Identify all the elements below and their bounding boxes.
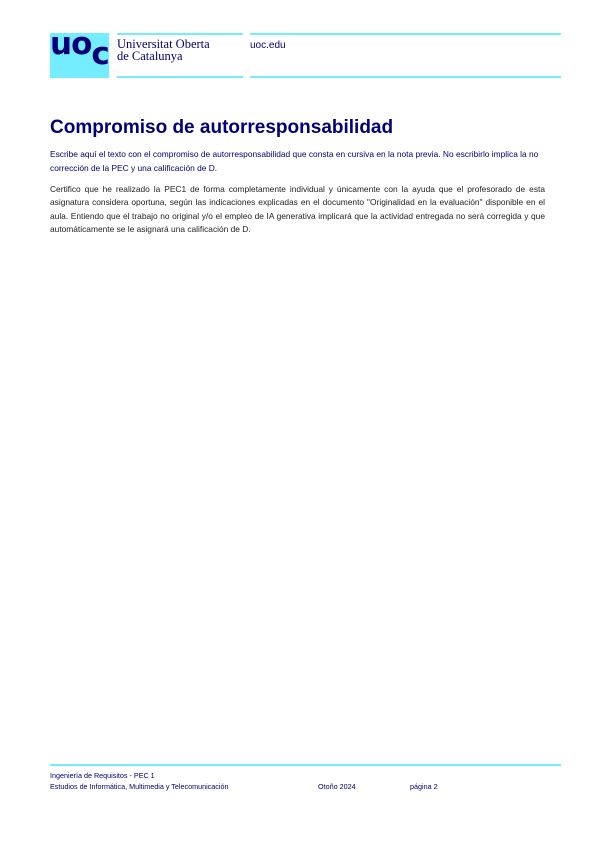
university-name-line2: de Catalunya — [117, 49, 183, 63]
site-link[interactable]: uoc.edu — [250, 40, 286, 51]
footer-course: Ingeniería de Requisitos - PEC 1 — [50, 771, 155, 780]
commitment-statement: Certifico que he realizado la PEC1 de forma completamente individual y únicamente con la ayuda que el profesorado de esta asignatura considera oportuna, según las indicaciones explicadas en el documento "Originalidad en la evaluación" disponible en el aula. Entiendo que el trabajo no original y/o el empleo de IA generativa implicará que la actividad entregada no será corregida y que automáticamente se le asignará una calificación de D. — [50, 184, 545, 235]
footer-semester: Otoño 2024 — [318, 782, 356, 791]
uoc-logo-letter-c: c — [91, 36, 109, 72]
instruction-note: Escribe aquí el texto con el compromiso de autorresponsabilidad que consta en cursiva en la nota previa. No escribirlo implica la no corrección de la PEC y una calificación de D. — [50, 149, 539, 173]
university-name-line1: Universitat Oberta — [117, 37, 210, 51]
uoc-logo: uoc — [50, 26, 109, 72]
footer-rule — [50, 764, 561, 766]
header-rule-top-left — [117, 33, 243, 35]
university-name — [117, 38, 210, 62]
footer-page-number: página 2 — [410, 782, 438, 791]
header-rule-bottom-right — [250, 76, 561, 78]
page-title: Compromiso de autorresponsabilidad — [50, 117, 394, 138]
header-rule-bottom-left — [117, 76, 243, 78]
header-rule-top-right — [250, 33, 561, 35]
footer-studies: Estudios de Informática, Multimedia y Telecomunicación — [50, 782, 229, 791]
